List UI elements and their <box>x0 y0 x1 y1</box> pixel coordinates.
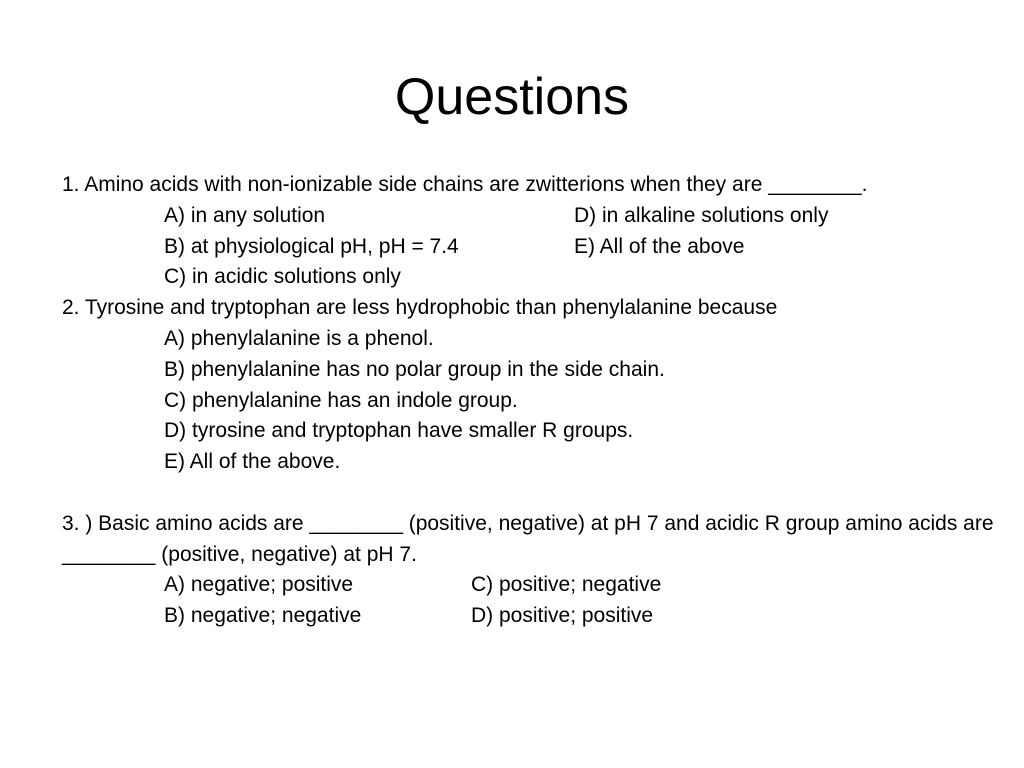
question-1-option-a: A) in any solution <box>164 203 326 227</box>
question-2-option-b: B) phenylalanine has no polar group in the side chain. <box>164 357 665 381</box>
question-1 <box>62 170 1002 293</box>
spacer <box>62 478 1002 509</box>
question-1-options-row-1 <box>62 201 1002 232</box>
question-2-option-a: A) phenylalanine is a phenol. <box>164 326 434 350</box>
question-1-option-e: E) All of the above <box>574 234 745 258</box>
question-1-option-d: D) in alkaline solutions only <box>574 203 829 227</box>
slide-body <box>62 170 1002 632</box>
slide-title: Questions <box>394 68 630 126</box>
question-3 <box>62 509 1002 632</box>
question-3-option-a: A) negative; positive <box>164 573 354 597</box>
question-3-option-c: C) positive; negative <box>471 573 662 597</box>
question-2-stem: 2. Tyrosine and tryptophan are less hydrophobic than phenylalanine because <box>62 296 778 320</box>
question-1-option-b: B) at physiological pH, pH = 7.4 <box>164 234 459 258</box>
question-1-stem: 1. Amino acids with non-ionizable side chains are zwitterions when they are ________. <box>62 173 868 196</box>
question-1-option-c: C) in acidic solutions only <box>164 265 401 289</box>
question-2-option-d: D) tyrosine and tryptophan have smaller R groups. <box>164 419 634 443</box>
question-1-options-row-3 <box>62 262 1002 293</box>
question-2-option-c: C) phenylalanine has an indole group. <box>164 388 518 412</box>
question-3-stem: 3. ) Basic amino acids are ________ (positive, negative) at pH 7 and acidic R group amino acids are ________ (positive, negative) at pH 7. <box>62 511 994 566</box>
question-2-option-e: E) All of the above. <box>164 450 341 474</box>
question-3-options-row-2 <box>62 601 1002 632</box>
question-3-option-b: B) negative; negative <box>164 604 362 628</box>
question-3-option-d: D) positive; positive <box>471 604 654 628</box>
question-2 <box>62 293 1002 478</box>
question-3-options-row-1 <box>62 570 1002 601</box>
question-1-options-row-2 <box>62 232 1002 263</box>
